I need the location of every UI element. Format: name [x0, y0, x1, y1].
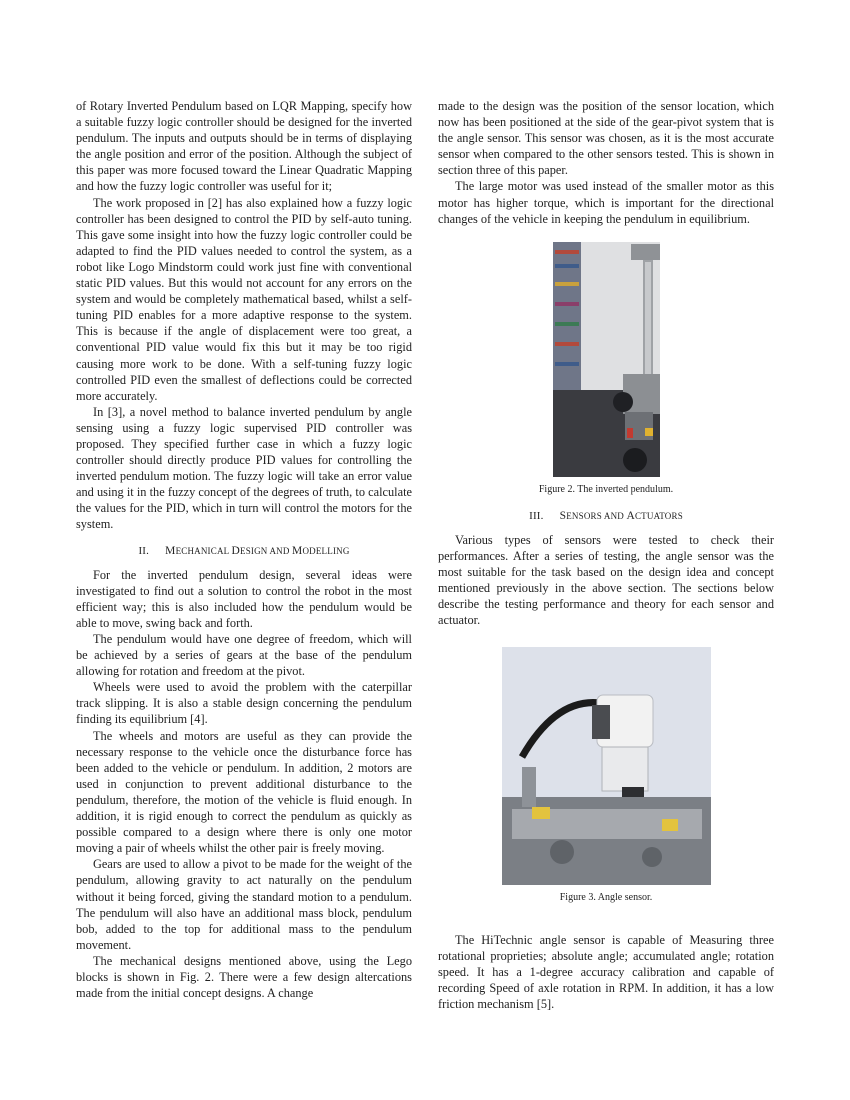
figure-inverted-pendulum-photo: [553, 242, 660, 477]
left-column: [76, 98, 412, 1001]
section-heading-mechanical-design: II. MECHANICAL DESIGN AND MODELLING: [138, 544, 350, 557]
right-column: [438, 98, 774, 1012]
body-paragraph: In [3], a novel method to balance inverted pendulum by angle sensing using a fuzzy logic supervised PID controller was proposed. They specified further case in which a fuzzy logic controller should directly produce PID values for controlling the inverted pendulum motion. The fuzzy logic will take an error value and using it in the fuzzy concept of the degrees of truth, to calculate the values for the PID, which in turn will control the motors for the system.: [76, 404, 412, 532]
body-paragraph: For the inverted pendulum design, several ideas were investigated to find out a solution to control the robot in the most efficient way; this is also included how the pendulum would be able to move, swing back and forth.: [76, 567, 412, 630]
body-paragraph: The work proposed in [2] has also explained how a fuzzy logic controller has been designed to control the PID by self-auto tuning. This gave some insight into how the fuzzy logic controller could be adapted to find the PID values needed to control the system, as a robot like Logo Mindstorm could work just fine with conventional static PID values. But this would not account for any errors on the system and would be completely mathematical based, whilst a self-tuning PID enables for a more adaptive response to the system. This is because if the angle of displacement were too great, a conventional PID value would fix this but it may be too rigid causing more work to be done. With a self-tuning fuzzy logic controlled PID even the smallest of deflections could be corrected more accurately.: [76, 195, 412, 403]
section-heading-sensors-actuators: III. SENSORS AND ACTUATORS: [529, 509, 683, 522]
figure-angle-sensor-photo: [502, 647, 711, 885]
body-paragraph: The mechanical designs mentioned above, using the Lego blocks is shown in Fig. 2. There were a few design altercations made from the initial concept designs. A change: [76, 953, 412, 1001]
body-paragraph: The wheels and motors are useful as they can provide the necessary response to the vehicle once the disturbance force has been added to the vehicle or pendulum. In addition, 2 motors are used in conjunction to prevent additional disturbance to the pendulum, therefore, the motion of the vehicle is fluid enough. In addition, it is rigid enough to correct the pendulum as quickly as possible compared to a design where there is only one motor moving a pair of wheels whilst the other pair is freely moving.: [76, 728, 412, 856]
figure-2-caption: Figure 2. The inverted pendulum.: [538, 483, 674, 495]
body-paragraph: Gears are used to allow a pivot to be made for the weight of the pendulum, allowing gravity to act naturally on the pendulum without it being forced, giving the standard motion to a pendulum. The pendulum will also have an additional mass block, pendulum bob, added to the top for additional mass to the pendulum movement.: [76, 857, 412, 952]
body-paragraph: The pendulum would have one degree of freedom, which will be achieved by a series of gears at the base of the pendulum allowing for rotation and freedom at the pivot.: [76, 632, 412, 679]
body-paragraph: The large motor was used instead of the smaller motor as this motor has higher torque, which is important for the directional changes of the vehicle in keeping the pendulum in equilibrium.: [438, 179, 774, 226]
section-number: III.: [529, 509, 544, 522]
body-paragraph: made to the design was the position of the sensor location, which now has been positioned at the side of the gear-pivot system that is the angle sensor. This sensor was chosen, as it is the most accurate sensor when compared to the other sensors tested. This is shown in section three of this paper.: [438, 99, 774, 178]
figure-3-caption: Figure 3. Angle sensor.: [559, 891, 653, 903]
pendulum-illustration: [553, 242, 660, 477]
body-paragraph: Wheels were used to avoid the problem with the caterpillar track slipping. It is also a stable design concerning the pendulum finding its equilibrium [4].: [76, 680, 412, 727]
section-number: II.: [138, 544, 150, 557]
body-paragraph: of Rotary Inverted Pendulum based on LQR Mapping, specify how a suitable fuzzy logic controller should be designed for the inverted pendulum. The inputs and outputs should be in terms of displaying the angle position and error of the position. Although the subject of this paper was more focused toward the Linear Quadratic Mapping and how the fuzzy logic controller was useful for it;: [76, 99, 412, 194]
angle-sensor-illustration: [502, 647, 711, 885]
body-paragraph: Various types of sensors were tested to check their performances. After a series of testing, the angle sensor was the most suitable for the task based on the design idea and concept mentioned previously in the above section. The sections below describe the testing performance and theory for each sensor and actuator.: [438, 532, 774, 628]
body-paragraph: The HiTechnic angle sensor is capable of Measuring three rotational proprieties; absolute angle; accumulated angle; rotation speed. It has a 1-degree accuracy calibration and capable of recording Speed of axle rotation in RPM. In addition, it has a low friction mechanism [5].: [438, 932, 774, 1011]
